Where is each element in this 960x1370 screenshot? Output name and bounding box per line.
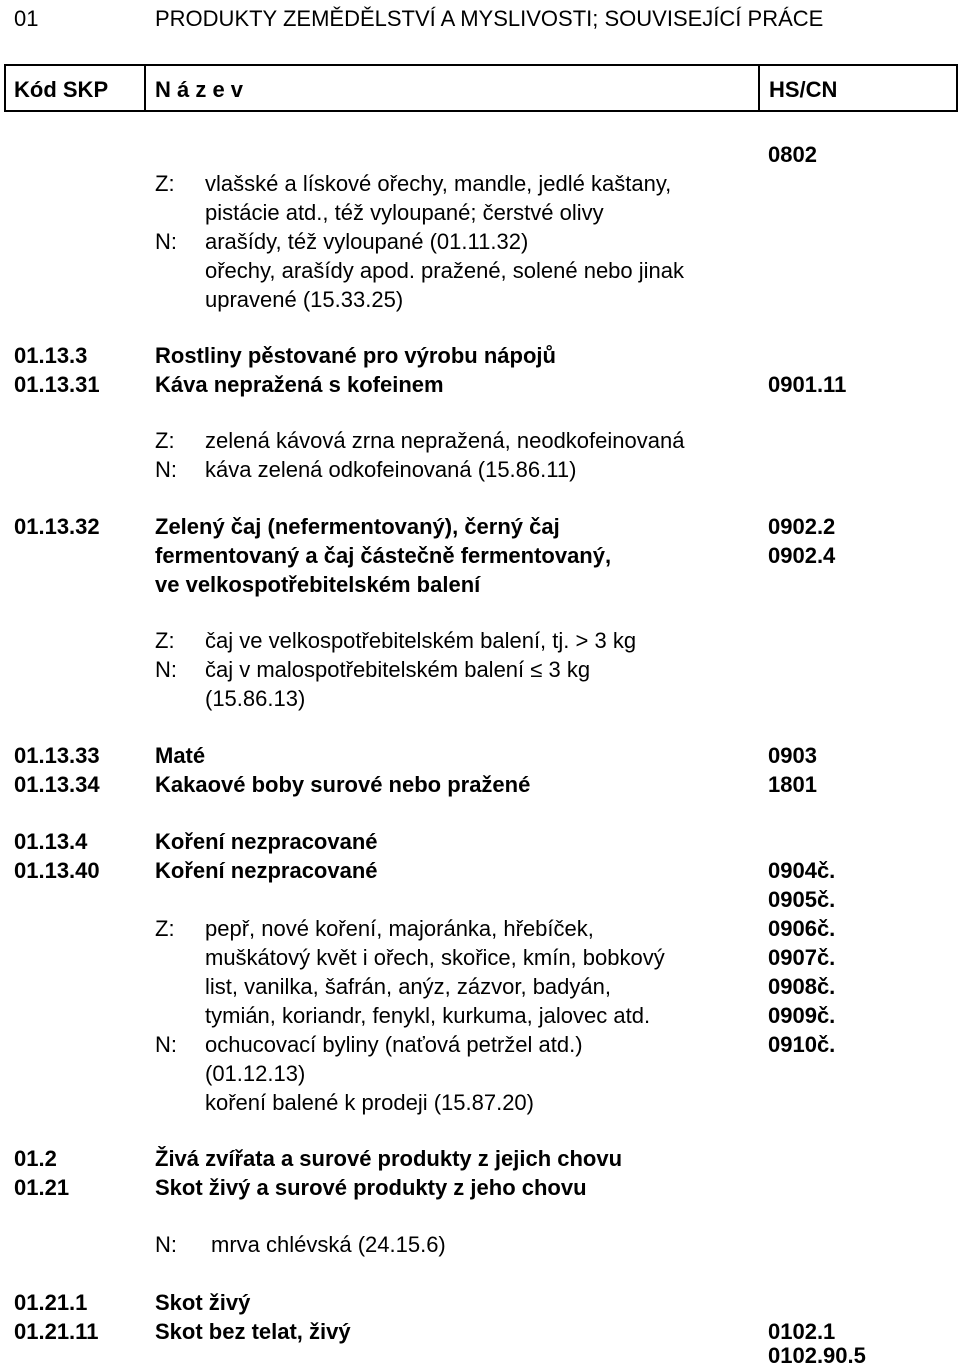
hs-code: 0905č. [768,887,836,912]
skp-code: 01.13.34 [14,772,100,797]
skp-code: 01.21.11 [14,1319,99,1344]
z-line: tymián, koriandr, fenykl, kurkuma, jalovec atd. [205,1003,651,1028]
hs-code: 0901.11 [768,372,847,397]
n-label: N: [155,1232,177,1257]
header-name: N á z e v [155,77,244,102]
item-name: Zelený čaj (nefermentovaný), černý čaj [155,514,560,539]
n-label: N: [155,1032,177,1057]
section-title: PRODUKTY ZEMĚDĚLSTVÍ A MYSLIVOSTI; SOUVISEJÍCÍ PRÁCE [155,6,824,31]
n-line: ochucovací byliny (naťová petržel atd.) [205,1032,583,1057]
header-code: Kód SKP [14,77,109,102]
item-name: Živá zvířata a surové produkty z jejich chovu [155,1146,623,1171]
z-line: list, vanilka, šafrán, anýz, zázvor, badyán, [205,974,611,999]
item-name: Koření nezpracované [155,829,378,854]
z-line: muškátový květ i ořech, skořice, kmín, bobkový [205,945,665,970]
item-name: ve velkospotřebitelském balení [155,572,481,597]
hs-code: 0902.4 [768,543,836,568]
item-name: Kakaové boby surové nebo pražené [155,772,531,797]
z-label: Z: [155,916,175,941]
item-name: Skot živý [155,1290,251,1315]
skp-code: 01.13.3 [14,343,88,368]
z-line: vlašské a lískové ořechy, mandle, jedlé kaštany, [205,171,672,196]
skp-code: 01.21.1 [14,1290,88,1315]
table-header [4,64,958,112]
z-line: čaj ve velkospotřebitelském balení, tj. > 3 kg [205,628,637,653]
n-line: upravené (15.33.25) [205,287,404,312]
hs-code: 0909č. [768,1003,836,1028]
z-line: pepř, nové koření, majoránka, hřebíček, [205,916,594,941]
skp-code: 01.13.33 [14,743,100,768]
skp-code: 01.2 [14,1146,57,1171]
skp-code: 01.13.31 [14,372,100,397]
n-line: koření balené k prodeji (15.87.20) [205,1090,534,1115]
n-label: N: [155,657,177,682]
n-line: mrva chlévská (24.15.6) [211,1232,446,1257]
hs-code: 0904č. [768,858,836,883]
section-code: 01 [14,6,39,31]
hs-code: 0903 [768,743,817,768]
n-line: ořechy, arašídy apod. pražené, solené nebo jinak [205,258,685,283]
skp-code: 01.13.4 [14,829,88,854]
hs-code: 1801 [768,772,817,797]
item-name: fermentovaný a čaj částečně fermentovaný, [155,543,612,568]
z-line: zelená kávová zrna nepražená, neodkofeinovaná [205,428,685,453]
z-label: Z: [155,628,175,653]
header-divider [758,66,760,110]
hs-code: 0102.1 [768,1319,836,1344]
hs-code: 0902.2 [768,514,836,539]
item-name: Koření nezpracované [155,858,378,883]
z-line: pistácie atd., též vyloupané; čerstvé olivy [205,200,604,225]
hs-code: 0910č. [768,1032,836,1057]
n-line: (01.12.13) [205,1061,306,1086]
n-line: arašídy, též vyloupané (01.11.32) [205,229,529,254]
less-or-equal-symbol: ≤ [530,657,543,682]
n-line-text: 3 kg [548,657,591,682]
hs-code: 0102.90.5 [768,1343,866,1368]
n-line [205,655,590,684]
z-label: Z: [155,428,175,453]
skp-code: 01.13.40 [14,858,100,883]
n-label: N: [155,457,177,482]
hs-code: 0802 [768,142,817,167]
skp-code: 01.13.32 [14,514,100,539]
item-name: Skot bez telat, živý [155,1319,351,1344]
header-hs: HS/CN [769,77,838,102]
n-line-text: čaj v malospotřebitelském balení [205,657,525,682]
hs-code: 0908č. [768,974,836,999]
item-name: Káva nepražená s kofeinem [155,372,444,397]
skp-code: 01.21 [14,1175,70,1200]
n-line: (15.86.13) [205,686,306,711]
n-label: N: [155,229,177,254]
item-name: Maté [155,743,206,768]
item-name: Rostliny pěstované pro výrobu nápojů [155,343,556,368]
n-line: káva zelená odkofeinovaná (15.86.11) [205,457,577,482]
hs-code: 0906č. [768,916,836,941]
item-name: Skot živý a surové produkty z jeho chovu [155,1175,587,1200]
z-label: Z: [155,171,175,196]
header-divider [144,66,146,110]
hs-code: 0907č. [768,945,836,970]
